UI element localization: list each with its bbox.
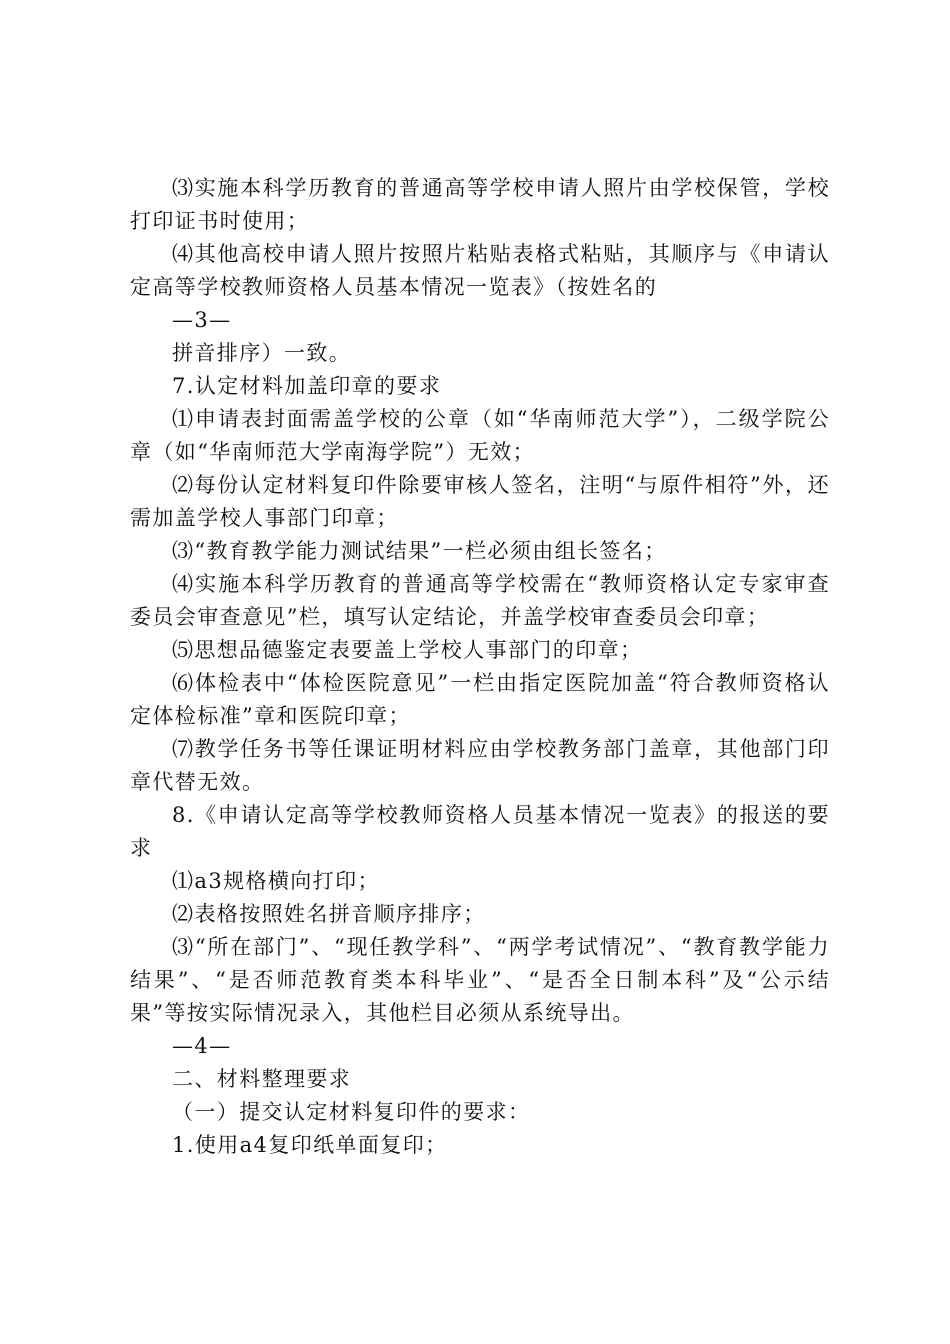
paragraph-table-2: ⑵表格按照姓名拼音顺序排序； [172, 902, 486, 926]
paragraph-seal-3: ⑶“教育教学能力测试结果”一栏必须由组长签名； [172, 539, 667, 563]
paragraph-table-3: ⑶“所在部门”、“现任教学科”、“两学考试情况”、“教育教学能力结果”、“是否师范教育类本科毕业”、“是否全日制本科”及“公示结果”等按实际情况录入，其他栏目必须从系统导出。 [130, 935, 830, 1025]
paragraph-seal-7: ⑺教学任务书等任课证明材料应由学校教务部门盖章，其他部门印章代替无效。 [130, 737, 830, 794]
document-body [130, 172, 830, 1162]
paragraph-continuation: 拼音排序）一致。 [172, 341, 352, 365]
paragraph-photo-pasting: ⑷其他高校申请人照片按照片粘贴表格式粘贴，其顺序与《申请认定高等学校教师资格人员基本情况一览表》（按姓名的 [130, 242, 830, 299]
paragraph-table-1: ⑴a3规格横向打印； [172, 869, 380, 893]
paragraph-photo-storage: ⑶实施本科学历教育的普通高等学校申请人照片由学校保管，学校打印证书时使用； [130, 176, 830, 233]
section-heading-material-organization: 二、材料整理要求 [172, 1067, 352, 1091]
page-number-3: —3— [172, 308, 232, 332]
paragraph-seal-5: ⑸思想品德鉴定表要盖上学校人事部门的印章； [172, 638, 643, 662]
section-heading-summary-table: 8.《申请认定高等学校教师资格人员基本情况一览表》的报送的要求 [130, 803, 830, 860]
paragraph-copies-1: 1.使用a4复印纸单面复印； [172, 1133, 448, 1157]
paragraph-seal-6: ⑹体检表中“体检医院意见”一栏由指定医院加盖“符合教师资格认定体检标准”章和医院印章； [130, 671, 830, 728]
paragraph-seal-2: ⑵每份认定材料复印件除要审核人签名，注明“与原件相符”外，还需加盖学校人事部门印章； [130, 473, 830, 530]
subsection-heading-copies: （一）提交认定材料复印件的要求： [172, 1100, 531, 1124]
page-number-4: —4— [172, 1034, 232, 1058]
section-heading-seal-requirements: 7.认定材料加盖印章的要求 [172, 374, 442, 398]
paragraph-seal-1: ⑴申请表封面需盖学校的公章（如“华南师范大学”），二级学院公章（如“华南师范大学南海学院”）无效； [130, 407, 830, 464]
paragraph-seal-4: ⑷实施本科学历教育的普通高等学校需在“教师资格认定专家审查委员会审查意见”栏，填写认定结论，并盖学校审查委员会印章； [130, 572, 830, 629]
